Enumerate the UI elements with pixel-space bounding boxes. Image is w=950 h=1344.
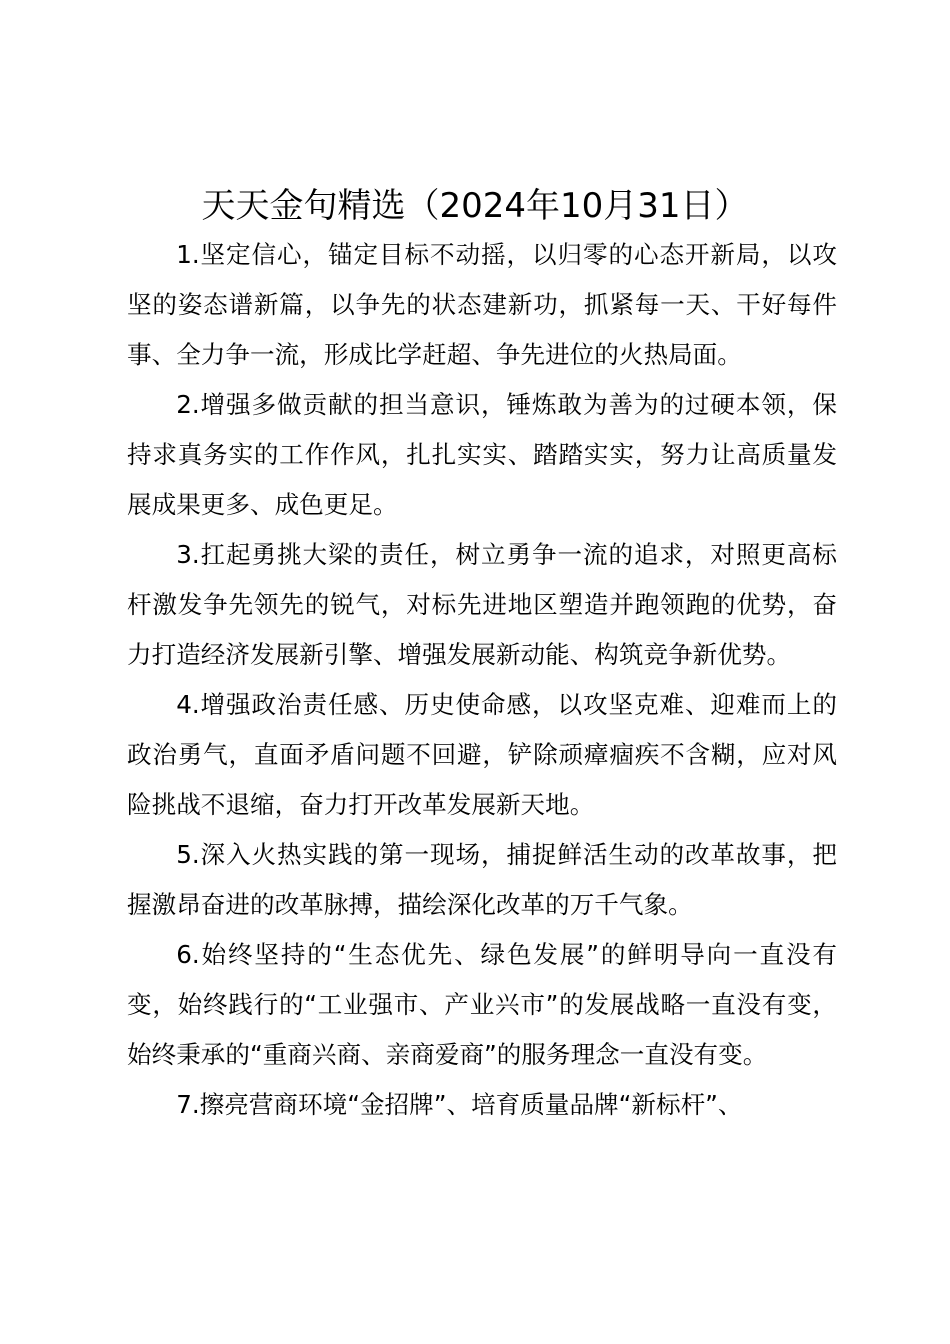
paragraph-4: 4.增强政治责任感、历史使命感，以攻坚克难、迎难而上的政治勇气，直面矛盾问题不回避，铲除顽瘴痼疾不含糊，应对风险挑战不退缩，奋力打开改革发展新天地。 — [127, 690, 837, 819]
document-body — [127, 230, 837, 1130]
paragraph-1: 1.坚定信心，锚定目标不动摇，以归零的心态开新局，以攻坚的姿态谱新篇，以争先的状态建新功，抓紧每一天、干好每件事、全力争一流，形成比学赶超、争先进位的火热局面。 — [127, 240, 837, 369]
paragraph-7: 7.擦亮营商环境“金招牌”、培育质量品牌“新标杆”、 — [176, 1090, 743, 1119]
paragraph-3: 3.扛起勇挑大梁的责任，树立勇争一流的追求，对照更高标杆激发争先领先的锐气，对标先进地区塑造并跑领跑的优势，奋力打造经济发展新引擎、增强发展新动能、构筑竞争新优势。 — [127, 540, 837, 669]
paragraph-5: 5.深入火热实践的第一现场，捕捉鲜活生动的改革故事，把握激昂奋进的改革脉搏，描绘深化改革的万千气象。 — [127, 840, 837, 919]
paragraph-6: 6.始终坚持的“生态优先、绿色发展”的鲜明导向一直没有变，始终践行的“工业强市、产业兴市”的发展战略一直没有变，始终秉承的“重商兴商、亲商爱商”的服务理念一直没有变。 — [127, 940, 837, 1069]
document-title: 天天金句精选（2024年10月31日） — [201, 186, 749, 226]
paragraph-2: 2.增强多做贡献的担当意识，锤炼敢为善为的过硬本领，保持求真务实的工作作风，扎扎实实、踏踏实实，努力让高质量发展成果更多、成色更足。 — [127, 390, 837, 519]
